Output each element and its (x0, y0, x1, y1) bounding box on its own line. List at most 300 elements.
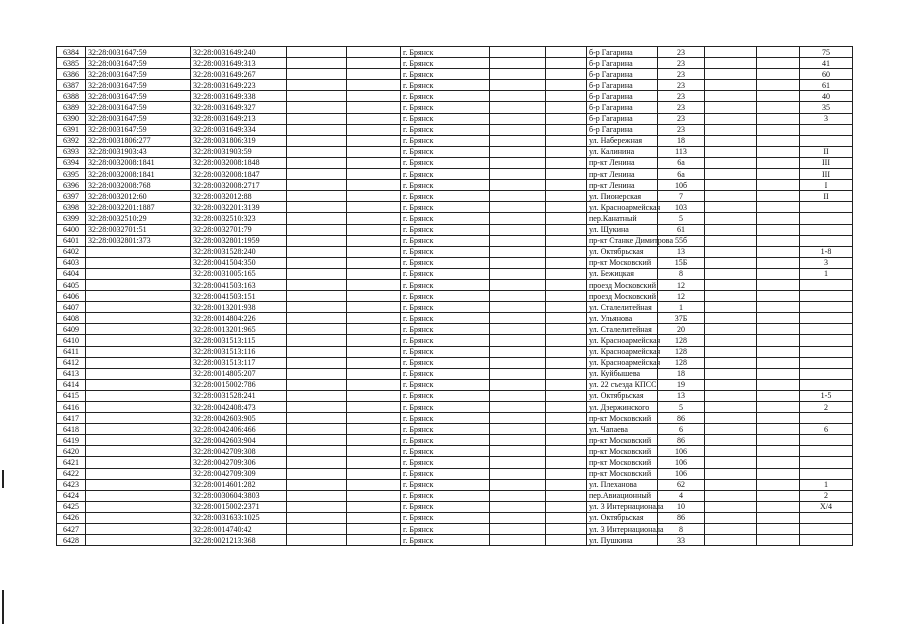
empty-cell (347, 113, 401, 124)
table-row (57, 102, 853, 113)
empty-cell (490, 479, 546, 490)
empty-cell (287, 435, 347, 446)
empty-cell (546, 490, 587, 501)
street-cell: ул. Красноармейская (587, 335, 658, 346)
empty-cell (757, 202, 800, 213)
empty-cell (490, 291, 546, 302)
premises-number-cell: 1-5 (800, 390, 853, 401)
city-cell: г. Брянск (401, 58, 490, 69)
street-cell: ул. Щукина (587, 224, 658, 235)
empty-cell (757, 135, 800, 146)
empty-cell (287, 346, 347, 357)
empty-cell (490, 169, 546, 180)
empty-cell (757, 346, 800, 357)
house-number-cell: 23 (658, 91, 705, 102)
house-number-cell: 15Б (658, 257, 705, 268)
empty-cell (705, 313, 757, 324)
empty-cell (490, 246, 546, 257)
street-cell: ул. Красноармейская (587, 202, 658, 213)
source-cadastral-number-cell: 32:28:0031647:59 (86, 47, 191, 58)
cadastral-number-cell: 32:28:0021213:368 (191, 535, 287, 546)
empty-cell (757, 524, 800, 535)
empty-cell (347, 224, 401, 235)
street-cell: ул. Пушкина (587, 535, 658, 546)
cadastral-number-cell: 32:28:0031649:338 (191, 91, 287, 102)
empty-cell (546, 224, 587, 235)
city-cell: г. Брянск (401, 235, 490, 246)
record-number-cell: 6416 (57, 402, 86, 413)
empty-cell (490, 279, 546, 290)
empty-cell (347, 135, 401, 146)
source-cadastral-number-cell (86, 468, 191, 479)
table-row (57, 490, 853, 501)
street-cell: пр-кт Московский (587, 413, 658, 424)
premises-number-cell: 40 (800, 91, 853, 102)
source-cadastral-number-cell (86, 435, 191, 446)
empty-cell (705, 180, 757, 191)
cadastral-number-cell: 32:28:0013201:938 (191, 302, 287, 313)
empty-cell (490, 191, 546, 202)
empty-cell (705, 346, 757, 357)
city-cell: г. Брянск (401, 257, 490, 268)
empty-cell (757, 446, 800, 457)
empty-cell (347, 69, 401, 80)
premises-number-cell (800, 368, 853, 379)
street-cell: б-р Гагарина (587, 102, 658, 113)
empty-cell (705, 479, 757, 490)
table-row (57, 268, 853, 279)
source-cadastral-number-cell: 32:28:0031647:59 (86, 91, 191, 102)
cadastral-number-cell: 32:28:0031649:313 (191, 58, 287, 69)
cadastral-number-cell: 32:28:0041504:350 (191, 257, 287, 268)
premises-number-cell: 61 (800, 80, 853, 91)
empty-cell (546, 335, 587, 346)
empty-cell (705, 191, 757, 202)
city-cell: г. Брянск (401, 313, 490, 324)
premises-number-cell (800, 324, 853, 335)
empty-cell (287, 191, 347, 202)
city-cell: г. Брянск (401, 501, 490, 512)
city-cell: г. Брянск (401, 102, 490, 113)
city-cell: г. Брянск (401, 146, 490, 157)
empty-cell (757, 146, 800, 157)
table-row (57, 324, 853, 335)
empty-cell (546, 268, 587, 279)
record-number-cell: 6418 (57, 424, 86, 435)
house-number-cell: 10б (658, 180, 705, 191)
city-cell: г. Брянск (401, 302, 490, 313)
empty-cell (347, 302, 401, 313)
house-number-cell: 12 (658, 279, 705, 290)
premises-number-cell (800, 468, 853, 479)
house-number-cell: 10 (658, 501, 705, 512)
city-cell: г. Брянск (401, 113, 490, 124)
record-number-cell: 6402 (57, 246, 86, 257)
source-cadastral-number-cell: 32:28:0032012:60 (86, 191, 191, 202)
empty-cell (490, 346, 546, 357)
house-number-cell: 23 (658, 80, 705, 91)
empty-cell (490, 512, 546, 523)
record-number-cell: 6395 (57, 169, 86, 180)
empty-cell (347, 524, 401, 535)
empty-cell (546, 202, 587, 213)
empty-cell (347, 235, 401, 246)
source-cadastral-number-cell: 32:28:0031647:59 (86, 102, 191, 113)
table-row (57, 446, 853, 457)
cadastral-number-cell: 32:28:0032801:1959 (191, 235, 287, 246)
cadastral-number-cell: 32:28:0042709:306 (191, 457, 287, 468)
cadastral-number-cell: 32:28:0032008:1848 (191, 157, 287, 168)
empty-cell (546, 135, 587, 146)
premises-number-cell: 1 (800, 268, 853, 279)
source-cadastral-number-cell (86, 291, 191, 302)
record-number-cell: 6391 (57, 124, 86, 135)
street-cell: ул. 3 Интернационала (587, 501, 658, 512)
cadastral-number-cell: 32:28:0031005:165 (191, 268, 287, 279)
source-cadastral-number-cell: 32:28:0031647:59 (86, 113, 191, 124)
empty-cell (347, 191, 401, 202)
empty-cell (490, 80, 546, 91)
record-number-cell: 6393 (57, 146, 86, 157)
street-cell: ул. Сталелитейная (587, 302, 658, 313)
empty-cell (287, 113, 347, 124)
record-number-cell: 6414 (57, 379, 86, 390)
empty-cell (490, 146, 546, 157)
premises-number-cell: 6 (800, 424, 853, 435)
empty-cell (490, 402, 546, 413)
city-cell: г. Брянск (401, 279, 490, 290)
house-number-cell: 86 (658, 413, 705, 424)
record-number-cell: 6386 (57, 69, 86, 80)
source-cadastral-number-cell: 32:28:0032801:373 (86, 235, 191, 246)
street-cell: б-р Гагарина (587, 80, 658, 91)
empty-cell (757, 124, 800, 135)
street-cell: ул. Октябрьская (587, 512, 658, 523)
source-cadastral-number-cell: 32:28:0032008:1841 (86, 157, 191, 168)
premises-number-cell: 3 (800, 257, 853, 268)
empty-cell (490, 257, 546, 268)
table-row (57, 501, 853, 512)
street-cell: проезд Московский (587, 291, 658, 302)
empty-cell (490, 302, 546, 313)
city-cell: г. Брянск (401, 169, 490, 180)
city-cell: г. Брянск (401, 390, 490, 401)
premises-number-cell (800, 313, 853, 324)
empty-cell (757, 169, 800, 180)
source-cadastral-number-cell (86, 390, 191, 401)
source-cadastral-number-cell (86, 368, 191, 379)
empty-cell (287, 424, 347, 435)
house-number-cell: 128 (658, 335, 705, 346)
record-number-cell: 6400 (57, 224, 86, 235)
cadastral-number-cell: 32:28:0031528:241 (191, 390, 287, 401)
table-row (57, 524, 853, 535)
empty-cell (757, 180, 800, 191)
empty-cell (347, 279, 401, 290)
premises-number-cell (800, 357, 853, 368)
street-cell: пр-кт Московский (587, 468, 658, 479)
empty-cell (490, 446, 546, 457)
empty-cell (347, 346, 401, 357)
empty-cell (705, 113, 757, 124)
empty-cell (546, 368, 587, 379)
empty-cell (757, 235, 800, 246)
empty-cell (757, 47, 800, 58)
house-number-cell: 23 (658, 58, 705, 69)
record-number-cell: 6420 (57, 446, 86, 457)
table-row (57, 479, 853, 490)
city-cell: г. Брянск (401, 512, 490, 523)
city-cell: г. Брянск (401, 413, 490, 424)
empty-cell (705, 524, 757, 535)
empty-cell (546, 235, 587, 246)
city-cell: г. Брянск (401, 424, 490, 435)
empty-cell (287, 157, 347, 168)
record-number-cell: 6410 (57, 335, 86, 346)
empty-cell (287, 102, 347, 113)
city-cell: г. Брянск (401, 202, 490, 213)
empty-cell (546, 102, 587, 113)
empty-cell (757, 157, 800, 168)
empty-cell (490, 413, 546, 424)
street-cell: ул. Дзержинского (587, 402, 658, 413)
cadastral-number-cell: 32:28:0032008:2717 (191, 180, 287, 191)
source-cadastral-number-cell (86, 346, 191, 357)
house-number-cell: 128 (658, 346, 705, 357)
record-number-cell: 6385 (57, 58, 86, 69)
empty-cell (490, 535, 546, 546)
cadastral-number-cell: 32:28:0031806:319 (191, 135, 287, 146)
empty-cell (546, 524, 587, 535)
cadastral-number-cell: 32:28:0031633:1025 (191, 512, 287, 523)
cadastral-number-cell: 32:28:0042603:904 (191, 435, 287, 446)
house-number-cell: 18 (658, 135, 705, 146)
empty-cell (705, 58, 757, 69)
empty-cell (546, 246, 587, 257)
house-number-cell: 23 (658, 102, 705, 113)
empty-cell (546, 535, 587, 546)
source-cadastral-number-cell: 32:28:0031647:59 (86, 58, 191, 69)
empty-cell (757, 191, 800, 202)
empty-cell (347, 246, 401, 257)
cadastral-number-cell: 32:28:0032012:88 (191, 191, 287, 202)
empty-cell (347, 47, 401, 58)
street-cell: ул. 3 Интернационала (587, 524, 658, 535)
empty-cell (287, 379, 347, 390)
table-row (57, 512, 853, 523)
source-cadastral-number-cell: 32:28:0032008:1841 (86, 169, 191, 180)
city-cell: г. Брянск (401, 402, 490, 413)
empty-cell (287, 124, 347, 135)
city-cell: г. Брянск (401, 69, 490, 80)
empty-cell (347, 291, 401, 302)
city-cell: г. Брянск (401, 246, 490, 257)
street-cell: пер.Авиационный (587, 490, 658, 501)
empty-cell (757, 113, 800, 124)
empty-cell (705, 102, 757, 113)
source-cadastral-number-cell: 32:28:0032510:29 (86, 213, 191, 224)
empty-cell (757, 457, 800, 468)
empty-cell (705, 47, 757, 58)
empty-cell (705, 379, 757, 390)
premises-number-cell: I (800, 180, 853, 191)
empty-cell (757, 246, 800, 257)
cadastral-number-cell: 32:28:0013201:965 (191, 324, 287, 335)
premises-number-cell (800, 446, 853, 457)
house-number-cell: 128 (658, 357, 705, 368)
premises-number-cell (800, 413, 853, 424)
record-number-cell: 6387 (57, 80, 86, 91)
house-number-cell: 23 (658, 47, 705, 58)
empty-cell (287, 246, 347, 257)
empty-cell (347, 268, 401, 279)
source-cadastral-number-cell (86, 446, 191, 457)
empty-cell (490, 368, 546, 379)
empty-cell (287, 535, 347, 546)
empty-cell (757, 468, 800, 479)
record-number-cell: 6412 (57, 357, 86, 368)
city-cell: г. Брянск (401, 124, 490, 135)
street-cell: пр-кт Ленина (587, 157, 658, 168)
source-cadastral-number-cell (86, 501, 191, 512)
street-cell: ул. Красноармейская (587, 346, 658, 357)
table-row (57, 457, 853, 468)
city-cell: г. Брянск (401, 435, 490, 446)
empty-cell (287, 368, 347, 379)
empty-cell (347, 213, 401, 224)
empty-cell (546, 424, 587, 435)
table-row (57, 346, 853, 357)
table-row (57, 146, 853, 157)
street-cell: ул. Бежицкая (587, 268, 658, 279)
source-cadastral-number-cell: 32:28:0032201:1887 (86, 202, 191, 213)
register-rows (57, 47, 853, 546)
record-number-cell: 6401 (57, 235, 86, 246)
source-cadastral-number-cell (86, 479, 191, 490)
empty-cell (705, 80, 757, 91)
source-cadastral-number-cell (86, 524, 191, 535)
table-row (57, 413, 853, 424)
empty-cell (287, 291, 347, 302)
empty-cell (757, 501, 800, 512)
record-number-cell: 6388 (57, 91, 86, 102)
empty-cell (347, 479, 401, 490)
empty-cell (757, 69, 800, 80)
empty-cell (546, 446, 587, 457)
house-number-cell: 37Б (658, 313, 705, 324)
empty-cell (705, 368, 757, 379)
empty-cell (757, 224, 800, 235)
empty-cell (546, 146, 587, 157)
empty-cell (757, 435, 800, 446)
record-number-cell: 6411 (57, 346, 86, 357)
cadastral-number-cell: 32:28:0014805:207 (191, 368, 287, 379)
empty-cell (347, 424, 401, 435)
source-cadastral-number-cell (86, 379, 191, 390)
premises-number-cell: 2 (800, 490, 853, 501)
house-number-cell: 106 (658, 446, 705, 457)
empty-cell (546, 390, 587, 401)
empty-cell (490, 113, 546, 124)
city-cell: г. Брянск (401, 180, 490, 191)
empty-cell (287, 324, 347, 335)
empty-cell (546, 379, 587, 390)
empty-cell (490, 124, 546, 135)
table-row (57, 47, 853, 58)
empty-cell (490, 91, 546, 102)
record-number-cell: 6398 (57, 202, 86, 213)
record-number-cell: 6384 (57, 47, 86, 58)
empty-cell (347, 180, 401, 191)
empty-cell (347, 257, 401, 268)
street-cell: проезд Московский (587, 279, 658, 290)
cadastral-number-cell: 32:28:0031649:334 (191, 124, 287, 135)
empty-cell (705, 424, 757, 435)
street-cell: пр-кт Ленина (587, 180, 658, 191)
street-cell: пр-кт Московский (587, 257, 658, 268)
premises-number-cell: III (800, 157, 853, 168)
premises-number-cell: X/4 (800, 501, 853, 512)
premises-number-cell: II (800, 191, 853, 202)
table-row (57, 157, 853, 168)
city-cell: г. Брянск (401, 535, 490, 546)
empty-cell (705, 324, 757, 335)
empty-cell (757, 213, 800, 224)
premises-number-cell (800, 379, 853, 390)
table-row (57, 124, 853, 135)
empty-cell (490, 157, 546, 168)
empty-cell (287, 335, 347, 346)
empty-cell (546, 257, 587, 268)
empty-cell (287, 479, 347, 490)
table-row (57, 435, 853, 446)
empty-cell (347, 102, 401, 113)
premises-number-cell (800, 124, 853, 135)
street-cell: ул. Куйбышева (587, 368, 658, 379)
cadastral-number-cell: 32:28:0014740:42 (191, 524, 287, 535)
premises-number-cell (800, 457, 853, 468)
empty-cell (347, 402, 401, 413)
table-row (57, 224, 853, 235)
street-cell: б-р Гагарина (587, 58, 658, 69)
table-row (57, 535, 853, 546)
empty-cell (546, 169, 587, 180)
cadastral-number-cell: 32:28:0042603:905 (191, 413, 287, 424)
empty-cell (757, 257, 800, 268)
source-cadastral-number-cell: 32:28:0032008:768 (86, 180, 191, 191)
table-row (57, 191, 853, 202)
empty-cell (287, 91, 347, 102)
empty-cell (287, 169, 347, 180)
empty-cell (287, 468, 347, 479)
table-row (57, 58, 853, 69)
empty-cell (546, 313, 587, 324)
empty-cell (546, 213, 587, 224)
empty-cell (705, 291, 757, 302)
empty-cell (287, 80, 347, 91)
premises-number-cell: 75 (800, 47, 853, 58)
house-number-cell: 23 (658, 113, 705, 124)
street-cell: ул. Октябрьская (587, 390, 658, 401)
empty-cell (705, 335, 757, 346)
empty-cell (287, 135, 347, 146)
empty-cell (705, 390, 757, 401)
empty-cell (490, 213, 546, 224)
street-cell: ул. Сталелитейная (587, 324, 658, 335)
table-row (57, 169, 853, 180)
house-number-cell: 6а (658, 157, 705, 168)
empty-cell (757, 402, 800, 413)
